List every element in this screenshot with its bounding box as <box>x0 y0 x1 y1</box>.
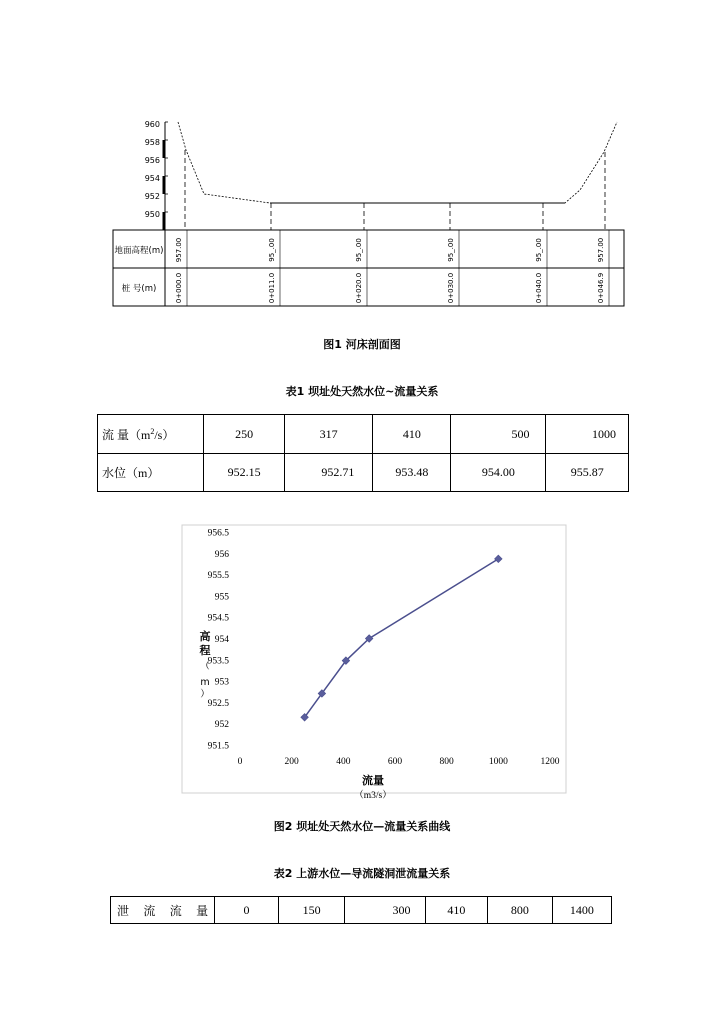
table-cell: 0 <box>215 897 279 924</box>
table-cell: 300 <box>345 897 425 924</box>
chart-y-tick-label: 952.5 <box>207 698 229 709</box>
station-value: 0+040.0 <box>535 272 543 304</box>
table-cell: 954.00 <box>451 454 546 492</box>
chart-y-tick-label: 955 <box>214 592 229 603</box>
table-cell: 1400 <box>552 897 611 924</box>
elevation-value: 95_.00 <box>355 238 363 262</box>
profile-y-tick-label: 950 <box>144 210 160 219</box>
table-cell: 410 <box>373 415 451 454</box>
table-cell: 800 <box>488 897 553 924</box>
chart-y-tick-label: 954.5 <box>207 613 229 624</box>
table1-row1-label: 流 量$(m^2/s)$ <box>98 415 204 454</box>
chart-y-tick-label: 951.5 <box>207 741 229 752</box>
chart-x-tick-labels <box>238 757 560 767</box>
chart-y-label-char: 程 <box>199 644 211 657</box>
elevation-value: 95_.00 <box>268 238 276 262</box>
table-cell: 500 <box>451 415 546 454</box>
table-cell: 955.87 <box>546 454 629 492</box>
chart-y-label-char: m <box>200 677 210 688</box>
tunnel-discharge-table <box>110 896 612 924</box>
table-cell: 1000 <box>546 415 629 454</box>
elevation-value: 957.00 <box>597 237 605 263</box>
chart-y-tick-labels <box>208 529 230 752</box>
profile-y-tick-label: 960 <box>144 120 160 129</box>
label-char: 流 <box>143 903 156 918</box>
series-line <box>305 559 499 717</box>
station-row-label: 桩 号(m) <box>121 284 157 294</box>
data-point-marker <box>495 555 503 563</box>
table-row <box>111 897 612 924</box>
chart-x-axis-label: 流量 <box>362 774 384 787</box>
chart-y-axis-label <box>200 629 211 700</box>
station-value: 0+030.0 <box>447 272 455 304</box>
table1-row2-label: 水位（m） <box>98 454 204 492</box>
chart-x-tick-label: 0 <box>237 757 243 767</box>
chart-y-tick-label: 954 <box>214 635 229 645</box>
chart-y-tick-label: 952 <box>214 720 229 731</box>
profile-y-tick-label: 954 <box>144 174 160 183</box>
table2-caption: 表2 上游水位—导流隧洞泄流量关系 <box>273 867 451 880</box>
elevation-row-label: 地面高程(m) <box>114 246 164 256</box>
chart-y-tick-label: 956.5 <box>207 528 229 539</box>
station-value: 0+046.9 <box>597 272 605 304</box>
chart-x-axis-unit: （m3/s） <box>354 791 392 801</box>
station-value: 0+020.0 <box>355 272 363 304</box>
profile-y-tick-label: 956 <box>144 156 160 165</box>
elevation-value: 95_.00 <box>535 238 543 262</box>
profile-y-tick-label: 958 <box>144 138 160 147</box>
table-cell: 250 <box>204 415 285 454</box>
label-char: 流 <box>169 903 182 918</box>
chart-y-label-char: ） <box>200 689 210 700</box>
station-value: 0+000.0 <box>175 272 183 304</box>
chart-y-tick-label: 955.5 <box>207 571 229 582</box>
table-cell: 953.48 <box>373 454 451 492</box>
figure2-caption: 图2 坝址处天然水位—流量关系曲线 <box>273 820 451 833</box>
table2-row-label <box>111 897 215 924</box>
series-points <box>301 555 502 721</box>
chart-y-tick-label: 956 <box>214 549 229 560</box>
chart-y-label-char: 高 <box>199 630 211 643</box>
chart-y-tick-label: 953 <box>214 677 229 688</box>
table-cell: 150 <box>278 897 344 924</box>
chart-x-tick-label: 400 <box>336 757 351 767</box>
chart-y-label-char: （ <box>200 661 210 672</box>
station-value: 0+011.0 <box>268 272 276 304</box>
table-cell: 952.15 <box>204 454 285 492</box>
label-char: 量 <box>196 903 209 918</box>
elevation-value: 95_.00 <box>447 238 455 262</box>
table-cell: 317 <box>284 415 372 454</box>
table1-caption: 表1 坝址处天然水位~流量关系 <box>285 385 439 398</box>
chart-x-tick-label: 800 <box>439 757 454 767</box>
label-char: 泄 <box>117 903 130 918</box>
elevation-value: 957.00 <box>175 237 183 263</box>
chart-y-tick-label: 953.5 <box>207 656 229 667</box>
chart-x-tick-label: 1000 <box>488 757 508 767</box>
figure1-caption: 图1 河床剖面图 <box>323 338 401 351</box>
table-cell: 952.71 <box>284 454 372 492</box>
chart-x-tick-label: 200 <box>284 757 299 767</box>
profile-y-tick-label: 952 <box>144 192 160 201</box>
chart-x-tick-label: 600 <box>387 757 403 767</box>
table-cell: 410 <box>425 897 488 924</box>
chart-x-tick-label: 1200 <box>540 757 560 767</box>
chart-frame <box>182 525 566 793</box>
